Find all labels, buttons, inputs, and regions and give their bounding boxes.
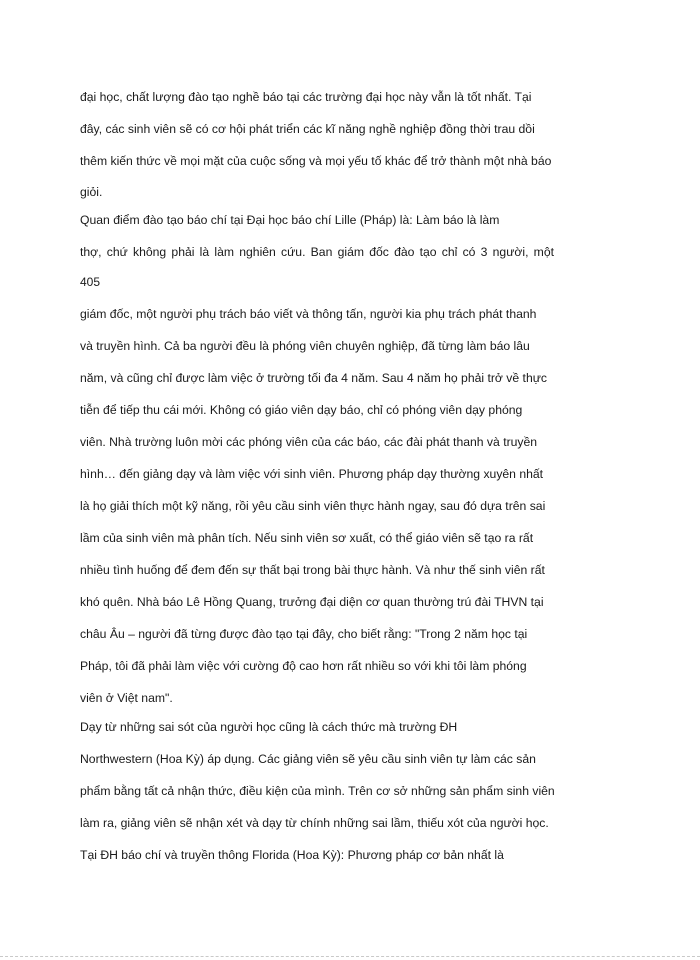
paragraph-line: Dạy từ những sai sót của người học cũng là cách thức mà trường ĐH — [80, 720, 458, 734]
paragraph-line: lầm của sinh viên mà phân tích. Nếu sinh viên sơ xuất, có thể giáo viên sẽ tạo ra rất — [80, 531, 534, 545]
paragraph-line: năm, và cũng chỉ được làm việc ở trường tối đa 4 năm. Sau 4 năm họ phải trở về thực — [80, 371, 547, 385]
paragraph-line: thêm kiến thức về mọi mặt của cuộc sống và mọi yếu tố khác để trở thành một nhà báo — [80, 154, 552, 168]
paragraph-line: khó quên. Nhà báo Lê Hồng Quang, trưởng đại diện cơ quan thường trú đài THVN tại — [80, 595, 544, 609]
paragraph-line: châu Âu – người đã từng được đào tạo tại đây, cho biết rằng: "Trong 2 năm học tại — [80, 627, 528, 641]
paragraph-line: giám đốc, một người phụ trách báo viết và thông tấn, người kia phụ trách phát thanh — [80, 307, 537, 321]
paragraph-line: Northwestern (Hoa Kỳ) áp dụng. Các giảng viên sẽ yêu cầu sinh viên tự làm các sản — [80, 752, 536, 766]
paragraph-line: Quan điểm đào tạo báo chí tại Đại học báo chí Lille (Pháp) là: Làm báo là làm — [80, 213, 500, 227]
paragraph-line: làm ra, giảng viên sẽ nhận xét và dạy từ chính những sai lầm, thiếu xót của người học. — [80, 816, 549, 830]
paragraph-line: thợ, chứ không phải là làm nghiên cứu. Ban giám đốc đào tạo chỉ có 3 người, một — [80, 245, 554, 259]
paragraph-line: đại học, chất lượng đào tạo nghề báo tại các trường đại học này vẫn là tốt nhất. Tại — [80, 90, 532, 104]
paragraph-line: Pháp, tôi đã phải làm việc với cường độ cao hơn rất nhiều so với khi tôi làm phóng — [80, 659, 527, 673]
paragraph-line: là họ giải thích một kỹ năng, rồi yêu cầu sinh viên thực hành ngay, sau đó dựa trên sai — [80, 499, 546, 513]
paragraph-line: đây, các sinh viên sẽ có cơ hội phát triển các kĩ năng nghề nghiệp đồng thời trau dồi — [80, 122, 535, 136]
paragraph-line: hình… đến giảng dạy và làm việc với sinh viên. Phương pháp dạy thường xuyên nhất — [80, 467, 544, 481]
page-edge-divider — [0, 956, 700, 957]
paragraph-line: viên. Nhà trường luôn mời các phóng viên của các báo, các đài phát thanh và truyền — [80, 435, 538, 449]
paragraph-line: phẩm bằng tất cả nhận thức, điều kiện của mình. Trên cơ sở những sản phẩm sinh viên — [80, 784, 555, 798]
paragraph-line: và truyền hình. Cả ba người đều là phóng viên chuyên nghiệp, đã từng làm báo lâu — [80, 339, 530, 353]
page-number: 405 — [80, 275, 101, 289]
paragraph-line: giỏi. — [80, 185, 103, 199]
paragraph-line: tiễn để tiếp thu cái mới. Không có giáo viên dạy báo, chỉ có phóng viên dạy phóng — [80, 403, 523, 417]
paragraph-line: nhiều tình huống để đem đến sự thất bại trong bài thực hành. Và như thế sinh viên rất — [80, 563, 545, 577]
paragraph-line: viên ở Việt nam". — [80, 691, 173, 705]
paragraph-line: Tại ĐH báo chí và truyền thông Florida (Hoa Kỳ): Phương pháp cơ bản nhất là — [80, 848, 504, 862]
